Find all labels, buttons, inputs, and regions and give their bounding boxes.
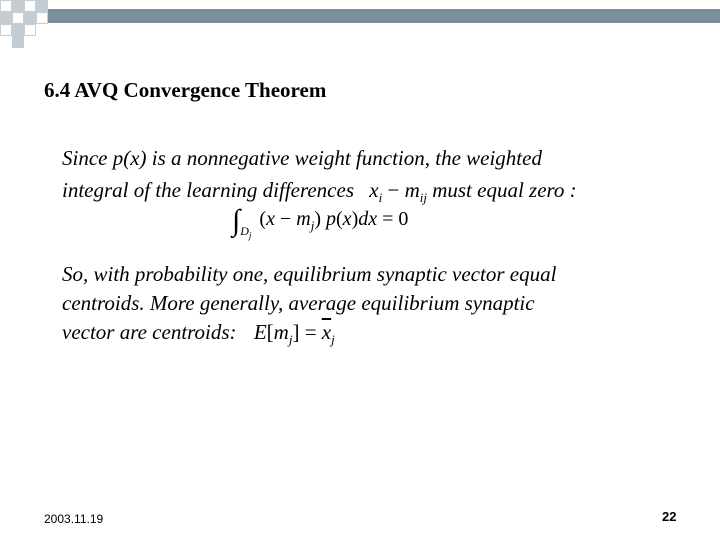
pattern-cell [0,0,12,12]
pattern-cell [12,24,24,36]
pattern-cell [24,24,36,36]
pattern-cell [0,12,12,24]
pattern-cell [24,12,36,24]
header-rule [0,9,720,23]
paragraph-2-line-3-text: vector are centroids: [62,320,237,344]
pattern-cell [0,24,12,36]
footer-date: 2003.11.19 [44,512,104,526]
decorative-header-pattern [0,0,720,50]
paragraph-1-line-2-text: integral of the learning differences [62,178,355,202]
paragraph-1-line-2-end: must equal zero : [432,178,577,202]
pattern-cell [36,12,48,24]
page-number: 22 [662,509,677,524]
pattern-cell [36,0,48,12]
pattern-cell [12,0,24,12]
integral-equation: $\int_{D_j}(x - m_j) p(x)dx = 0$ [232,204,409,241]
difference-formula: $x_i - m_{ij}$ [369,178,427,206]
paragraph-2-line-1: So, with probability one, equilibrium synaptic vector equal [62,262,557,286]
pattern-cell [24,0,36,12]
paragraph-2-line-3 [62,316,335,356]
slide-title: 6.4 AVQ Convergence Theorem [44,78,327,102]
pattern-cell [12,12,24,24]
paragraph-1-line-1: Since p(x) is a nonnegative weight function, the weighted [62,146,542,170]
pattern-cell [12,36,24,48]
centroid-formula: $E[m_j] = \overline{x}_j$ [253,320,335,348]
paragraph-2-line-2: centroids. More generally, average equilibrium synaptic [62,291,535,315]
